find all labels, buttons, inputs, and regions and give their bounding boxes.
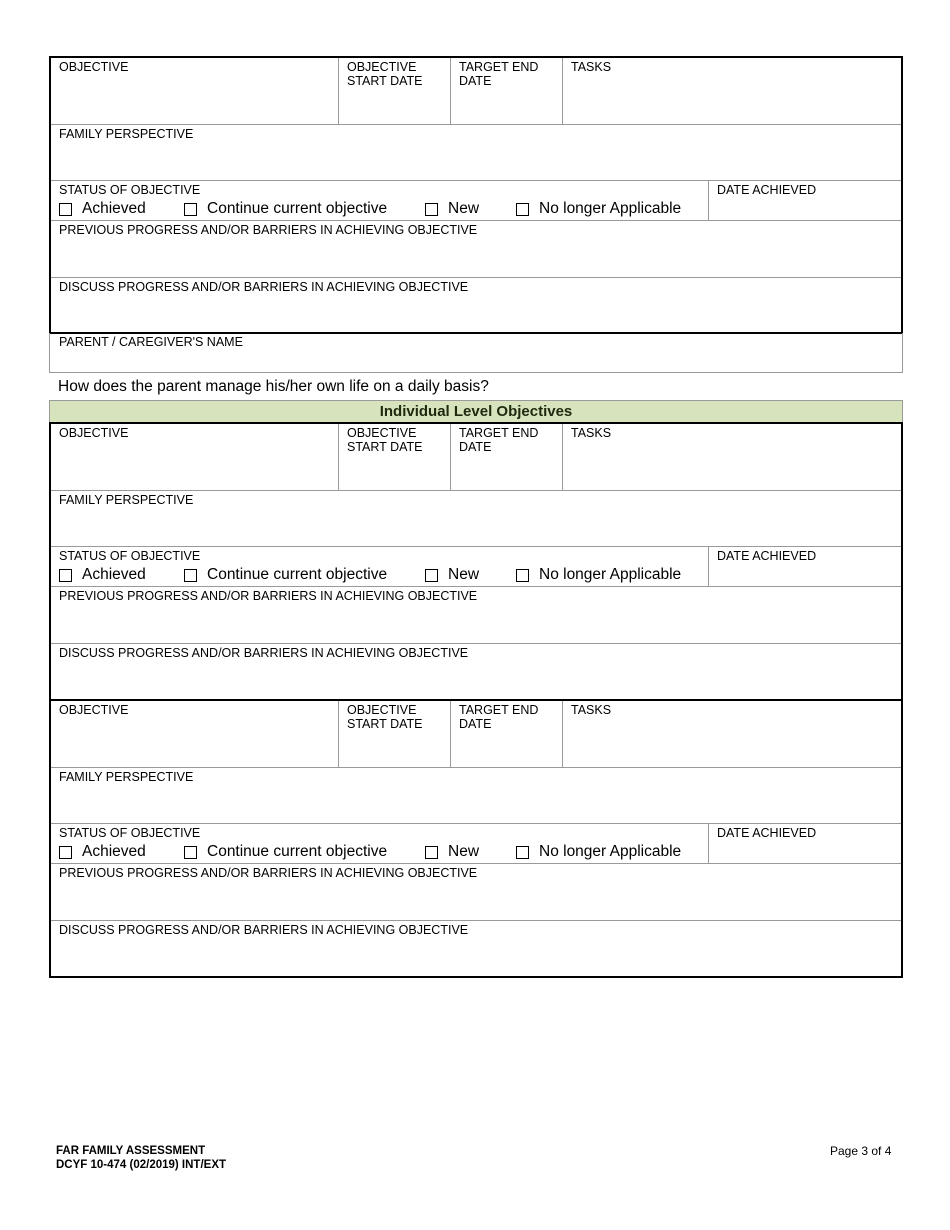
family-perspective-label: FAMILY PERSPECTIVE [59,770,194,784]
objective-start-label-2: START DATE [347,74,423,88]
no-longer-label: No longer Applicable [539,566,682,583]
tasks-label: TASKS [571,426,612,440]
achieved-checkbox[interactable] [59,203,72,216]
no-longer-label: No longer Applicable [539,843,682,860]
target-end-date-field[interactable] [450,424,562,490]
objective-row [51,701,901,768]
no-longer-label: No longer Applicable [539,200,682,217]
objective-block-3 [49,699,903,978]
achieved-option[interactable] [59,200,184,218]
continue-label: Continue current objective [207,843,388,860]
new-option[interactable] [425,843,516,861]
page-number: Page 3 of 4 [830,1144,892,1158]
achieved-label: Achieved [82,200,146,217]
objective-start-label-1: OBJECTIVE [347,60,417,74]
discuss-progress-field[interactable] [51,278,901,334]
new-checkbox[interactable] [425,569,438,582]
status-options [59,200,700,218]
date-achieved-label: DATE ACHIEVED [717,826,817,840]
section-heading: Individual Level Objectives [49,400,903,423]
objective-start-label-2: START DATE [347,717,423,731]
date-achieved-field[interactable] [708,547,901,586]
form-footer [56,1144,226,1172]
family-perspective-row [51,491,901,547]
no-longer-option[interactable] [516,200,681,218]
status-row [51,824,901,864]
family-perspective-row [51,125,901,181]
section-question: How does the parent manage his/her own life on a daily basis? [58,378,489,395]
achieved-label: Achieved [82,566,146,583]
discuss-progress-field[interactable] [51,644,901,700]
target-end-date-field[interactable] [450,58,562,124]
achieved-option[interactable] [59,843,184,861]
status-row [51,547,901,587]
objective-start-label-1: OBJECTIVE [347,426,417,440]
continue-option[interactable] [184,566,425,584]
objective-row [51,58,901,125]
new-option[interactable] [425,200,516,218]
discuss-progress-row [51,921,901,977]
family-perspective-field[interactable] [51,768,901,823]
status-label: STATUS OF OBJECTIVE [59,549,201,563]
new-label: New [448,200,480,217]
target-end-date-field[interactable] [450,701,562,767]
status-of-objective [51,547,708,586]
previous-progress-row [51,221,901,278]
objective-start-date-field[interactable] [338,424,450,490]
discuss-progress-label: DISCUSS PROGRESS AND/OR BARRIERS IN ACHIEVING OBJECTIVE [59,280,469,294]
form-code: DCYF 10-474 (02/2019) INT/EXT [56,1159,227,1171]
new-option[interactable] [425,566,516,584]
tasks-field[interactable] [562,58,901,124]
previous-progress-row [51,864,901,921]
achieved-checkbox[interactable] [59,846,72,859]
continue-checkbox[interactable] [184,569,197,582]
parent-caregiver-name-field[interactable] [49,333,903,373]
no-longer-option[interactable] [516,843,681,861]
continue-option[interactable] [184,843,425,861]
tasks-field[interactable] [562,424,901,490]
previous-progress-label: PREVIOUS PROGRESS AND/OR BARRIERS IN ACHIEVING OBJECTIVE [59,589,478,603]
tasks-label: TASKS [571,703,612,717]
family-perspective-row [51,768,901,824]
date-achieved-label: DATE ACHIEVED [717,183,817,197]
new-checkbox[interactable] [425,846,438,859]
status-options [59,566,700,584]
discuss-progress-label: DISCUSS PROGRESS AND/OR BARRIERS IN ACHIEVING OBJECTIVE [59,923,469,937]
objective-start-label-1: OBJECTIVE [347,703,417,717]
target-end-label-2: DATE [459,717,492,731]
family-perspective-field[interactable] [51,125,901,180]
status-label: STATUS OF OBJECTIVE [59,826,201,840]
objective-start-date-field[interactable] [338,58,450,124]
target-end-label-1: TARGET END [459,60,539,74]
objective-field[interactable] [51,58,338,124]
objective-start-date-field[interactable] [338,701,450,767]
objective-block-1 [49,56,903,334]
no-longer-checkbox[interactable] [516,569,529,582]
status-row [51,181,901,221]
status-label: STATUS OF OBJECTIVE [59,183,201,197]
previous-progress-label: PREVIOUS PROGRESS AND/OR BARRIERS IN ACHIEVING OBJECTIVE [59,223,478,237]
form-title: FAR FAMILY ASSESSMENT [56,1145,206,1157]
objective-block-2 [49,422,903,701]
objective-row [51,424,901,491]
previous-progress-row [51,587,901,644]
objective-label: OBJECTIVE [59,426,129,440]
objective-field[interactable] [51,424,338,490]
objective-label: OBJECTIVE [59,60,129,74]
status-options [59,843,700,861]
tasks-field[interactable] [562,701,901,767]
continue-option[interactable] [184,200,425,218]
no-longer-checkbox[interactable] [516,203,529,216]
objective-field[interactable] [51,701,338,767]
target-end-label-1: TARGET END [459,426,539,440]
discuss-progress-row [51,644,901,700]
status-of-objective [51,824,708,863]
date-achieved-label: DATE ACHIEVED [717,549,817,563]
previous-progress-label: PREVIOUS PROGRESS AND/OR BARRIERS IN ACHIEVING OBJECTIVE [59,866,478,880]
achieved-checkbox[interactable] [59,569,72,582]
family-perspective-field[interactable] [51,491,901,546]
continue-checkbox[interactable] [184,203,197,216]
status-of-objective [51,181,708,220]
family-perspective-label: FAMILY PERSPECTIVE [59,127,194,141]
continue-label: Continue current objective [207,566,388,583]
new-label: New [448,566,480,583]
previous-progress-field[interactable] [51,864,901,920]
date-achieved-field[interactable] [708,181,901,220]
tasks-label: TASKS [571,60,612,74]
previous-progress-field[interactable] [51,587,901,643]
target-end-label-1: TARGET END [459,703,539,717]
new-checkbox[interactable] [425,203,438,216]
new-label: New [448,843,480,860]
achieved-option[interactable] [59,566,184,584]
target-end-label-2: DATE [459,74,492,88]
parent-caregiver-name-label: PARENT / CAREGIVER'S NAME [59,335,243,349]
family-perspective-label: FAMILY PERSPECTIVE [59,493,194,507]
no-longer-option[interactable] [516,566,681,584]
discuss-progress-label: DISCUSS PROGRESS AND/OR BARRIERS IN ACHIEVING OBJECTIVE [59,646,469,660]
target-end-label-2: DATE [459,440,492,454]
discuss-progress-row [51,278,901,334]
objective-start-label-2: START DATE [347,440,423,454]
achieved-label: Achieved [82,843,146,860]
date-achieved-field[interactable] [708,824,901,863]
continue-label: Continue current objective [207,200,388,217]
previous-progress-field[interactable] [51,221,901,277]
no-longer-checkbox[interactable] [516,846,529,859]
objective-label: OBJECTIVE [59,703,129,717]
discuss-progress-field[interactable] [51,921,901,977]
continue-checkbox[interactable] [184,846,197,859]
